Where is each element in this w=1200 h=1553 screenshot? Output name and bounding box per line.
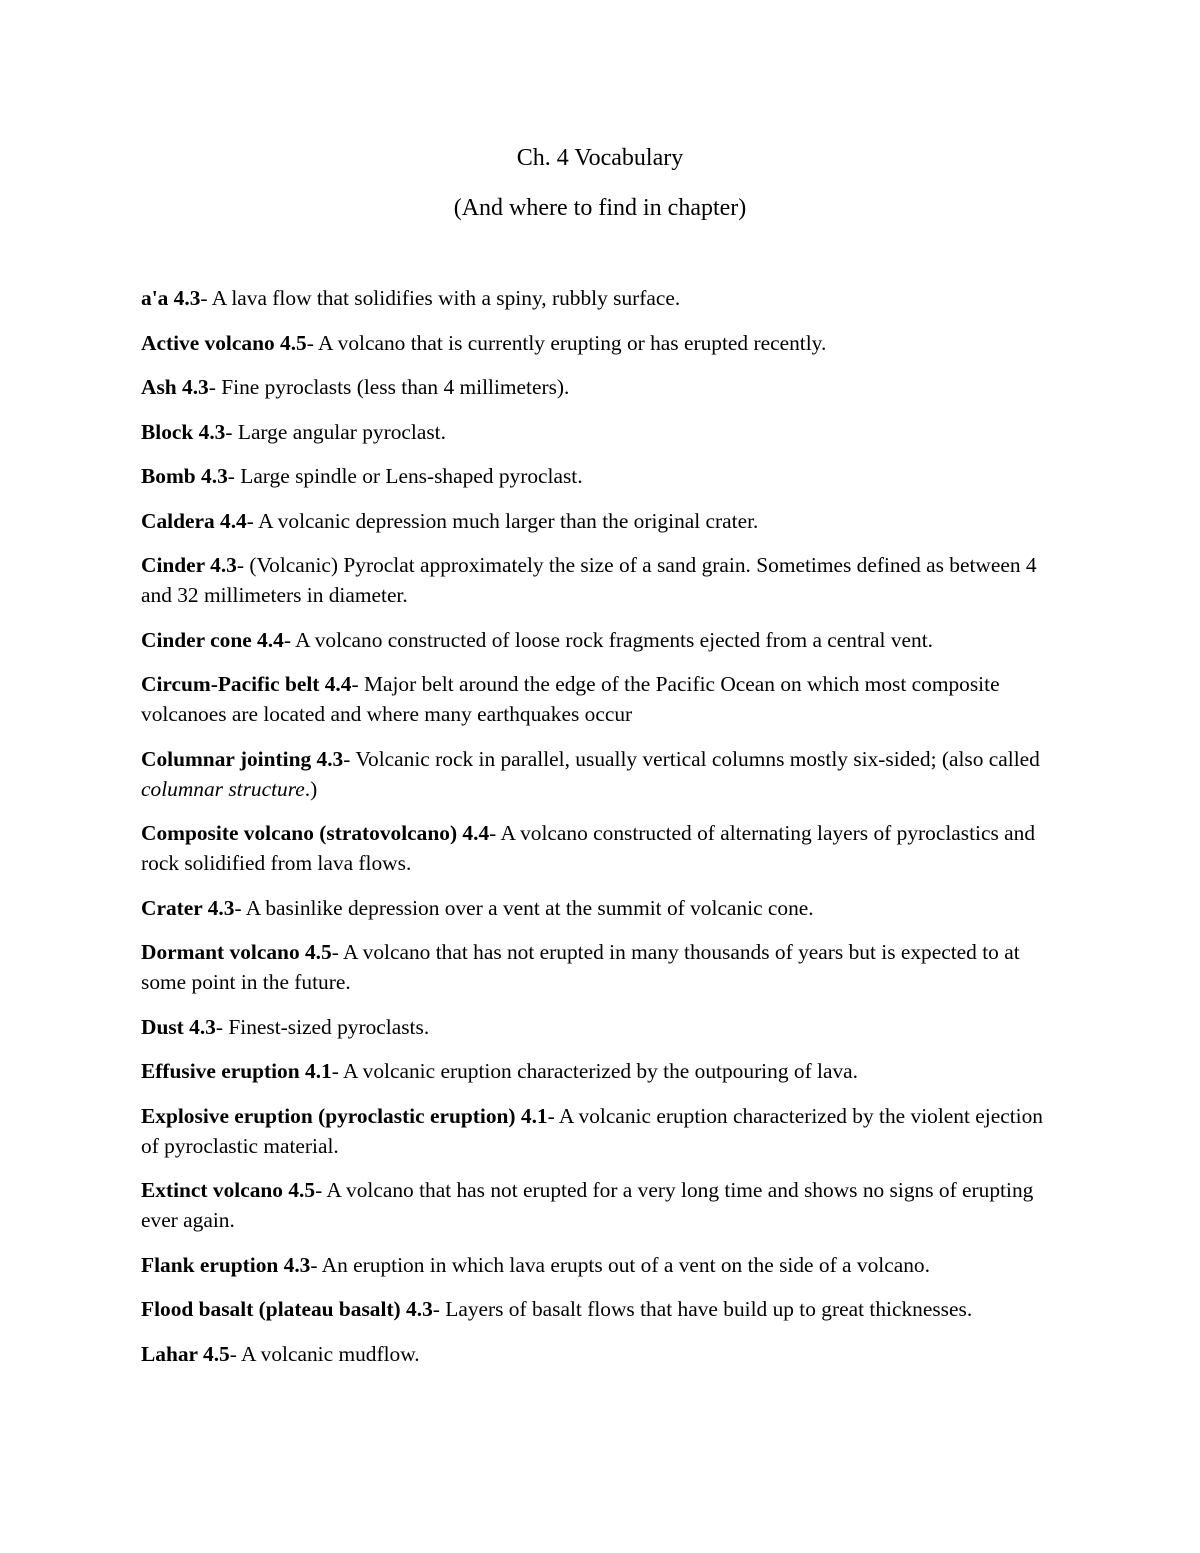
vocabulary-entry: Caldera 4.4- A volcanic depression much larger than the original crater. — [141, 508, 759, 533]
vocabulary-entry: Explosive eruption (pyroclastic eruption) 4.1- A volcanic eruption characterized by the violent ejection of pyroclastic material. — [141, 1103, 1043, 1158]
vocabulary-list — [141, 283, 1066, 1383]
vocabulary-definition-italic: columnar structure — [141, 776, 305, 801]
vocabulary-entry: Flood basalt (plateau basalt) 4.3- Layers of basalt flows that have build up to great thicknesses. — [141, 1297, 973, 1321]
vocabulary-definition: Large angular pyroclast. — [237, 419, 446, 444]
vocabulary-definition: A volcano that is currently erupting or has erupted recently. — [318, 330, 827, 355]
vocabulary-definition-end: .) — [304, 776, 318, 801]
vocabulary-entry: Crater 4.3- A basinlike depression over a vent at the summit of volcanic cone. — [141, 895, 814, 920]
vocabulary-definition: Layers of basalt flows that have build up to great thicknesses. — [445, 1297, 973, 1321]
vocabulary-definition: A lava flow that solidifies with a spiny, rubbly surface. — [211, 286, 681, 310]
vocabulary-entry: Ash 4.3- Fine pyroclasts (less than 4 millimeters). — [141, 375, 570, 399]
vocabulary-definition: An eruption in which lava erupts out of a vent on the side of a volcano. — [321, 1252, 930, 1277]
vocabulary-definition: A volcano that has not erupted for a very long time and shows no signs of erupting ever again. — [141, 1178, 1034, 1232]
vocabulary-definition: Volcanic rock in parallel, usually vertical columns mostly six-sided; (also called — [355, 746, 1040, 771]
vocabulary-term: Flank eruption 4.3 — [141, 1252, 311, 1277]
vocabulary-definition: Major belt around the edge of the Pacific Ocean on which most composite volcanoes are located and where many earthquakes occur — [141, 672, 1000, 726]
vocabulary-term: Cinder 4.3 — [141, 553, 237, 577]
vocabulary-term: Dormant volcano 4.5 — [141, 940, 332, 964]
vocabulary-definition: A volcanic eruption characterized by the outpouring of lava. — [343, 1059, 859, 1083]
page-subtitle: (And where to find in chapter) — [453, 195, 747, 221]
vocabulary-entry: Active volcano 4.5- A volcano that is currently erupting or has erupted recently. — [141, 330, 827, 355]
vocabulary-term: Explosive eruption (pyroclastic eruption) 4.1 — [141, 1103, 548, 1128]
vocabulary-definition: Finest-sized pyroclasts. — [228, 1014, 430, 1039]
vocabulary-entry: a'a 4.3- A lava flow that solidifies with a spiny, rubbly surface. — [141, 286, 681, 310]
vocabulary-entry: Cinder 4.3- (Volcanic) Pyroclat approximately the size of a sand grain. Sometimes defined as between 4 and 32 millimeters in diameter. — [141, 553, 1037, 607]
vocabulary-term: Flood basalt (plateau basalt) 4.3 — [141, 1297, 433, 1321]
vocabulary-term: Block 4.3 — [141, 419, 226, 444]
vocabulary-definition: A volcano constructed of loose rock fragments ejected from a central vent. — [295, 627, 934, 652]
vocabulary-entry: Flank eruption 4.3- An eruption in which lava erupts out of a vent on the side of a volcano. — [141, 1252, 930, 1277]
vocabulary-entry: Block 4.3- Large angular pyroclast. — [141, 419, 446, 444]
vocabulary-term: Effusive eruption 4.1 — [141, 1059, 332, 1083]
vocabulary-entry: Bomb 4.3- Large spindle or Lens-shaped pyroclast. — [141, 464, 583, 488]
vocabulary-term: Cinder cone 4.4 — [141, 627, 284, 652]
vocabulary-definition: A volcano that has not erupted in many thousands of years but is expected to at some point in the future. — [141, 940, 1020, 994]
vocabulary-term: Composite volcano (stratovolcano) 4.4 — [141, 821, 490, 845]
vocabulary-term: Circum-Pacific belt 4.4 — [141, 672, 352, 696]
vocabulary-definition: Fine pyroclasts (less than 4 millimeters). — [221, 375, 570, 399]
vocabulary-definition: A volcanic mudflow. — [241, 1341, 420, 1366]
vocabulary-definition: A basinlike depression over a vent at the summit of volcanic cone. — [245, 895, 814, 920]
vocabulary-term: a'a 4.3 — [141, 286, 201, 310]
vocabulary-term: Columnar jointing 4.3 — [141, 746, 344, 771]
vocabulary-entry: Dust 4.3- Finest-sized pyroclasts. — [141, 1014, 430, 1039]
vocabulary-entry: Effusive eruption 4.1- A volcanic eruption characterized by the outpouring of lava. — [141, 1059, 859, 1083]
vocabulary-term: Dust 4.3 — [141, 1014, 216, 1039]
vocabulary-term: Caldera 4.4 — [141, 508, 247, 533]
vocabulary-entry: Lahar 4.5- A volcanic mudflow. — [141, 1341, 420, 1366]
vocabulary-term: Active volcano 4.5 — [141, 330, 307, 355]
vocabulary-term: Ash 4.3 — [141, 375, 209, 399]
vocabulary-term: Extinct volcano 4.5 — [141, 1178, 316, 1202]
vocabulary-entry: Dormant volcano 4.5- A volcano that has not erupted in many thousands of years but is expected to at some point in the future. — [141, 940, 1020, 994]
title-block — [0, 140, 1200, 226]
page-title: Ch. 4 Vocabulary — [516, 145, 684, 171]
vocabulary-definition: A volcanic eruption characterized by the violent ejection of pyroclastic material. — [141, 1103, 1043, 1158]
vocabulary-entry: Extinct volcano 4.5- A volcano that has not erupted for a very long time and shows no signs of erupting ever again. — [141, 1178, 1034, 1232]
vocabulary-entry: Composite volcano (stratovolcano) 4.4- A volcano constructed of alternating layers of pyroclastics and rock solidified from lava flows. — [141, 821, 1036, 875]
vocabulary-definition: Large spindle or Lens-shaped pyroclast. — [240, 464, 583, 488]
vocabulary-entry: Cinder cone 4.4- A volcano constructed of loose rock fragments ejected from a central vent. — [141, 627, 934, 652]
vocabulary-definition: A volcano constructed of alternating layers of pyroclastics and rock solidified from lava flows. — [141, 821, 1036, 875]
vocabulary-term: Bomb 4.3 — [141, 464, 228, 488]
vocabulary-definition: (Volcanic) Pyroclat approximately the size of a sand grain. Sometimes defined as between 4 and 32 millimeters in diameter. — [141, 553, 1037, 607]
vocabulary-term: Crater 4.3 — [141, 895, 235, 920]
vocabulary-term: Lahar 4.5 — [141, 1341, 230, 1366]
vocabulary-entry: Circum-Pacific belt 4.4- Major belt around the edge of the Pacific Ocean on which most composite volcanoes are located and where many earthquakes occur — [141, 672, 1000, 726]
vocabulary-entry: Columnar jointing 4.3- Volcanic rock in parallel, usually vertical columns mostly six-sided; (also called columnar structure.) — [141, 746, 1040, 801]
vocabulary-definition: A volcanic depression much larger than the original crater. — [258, 508, 759, 533]
